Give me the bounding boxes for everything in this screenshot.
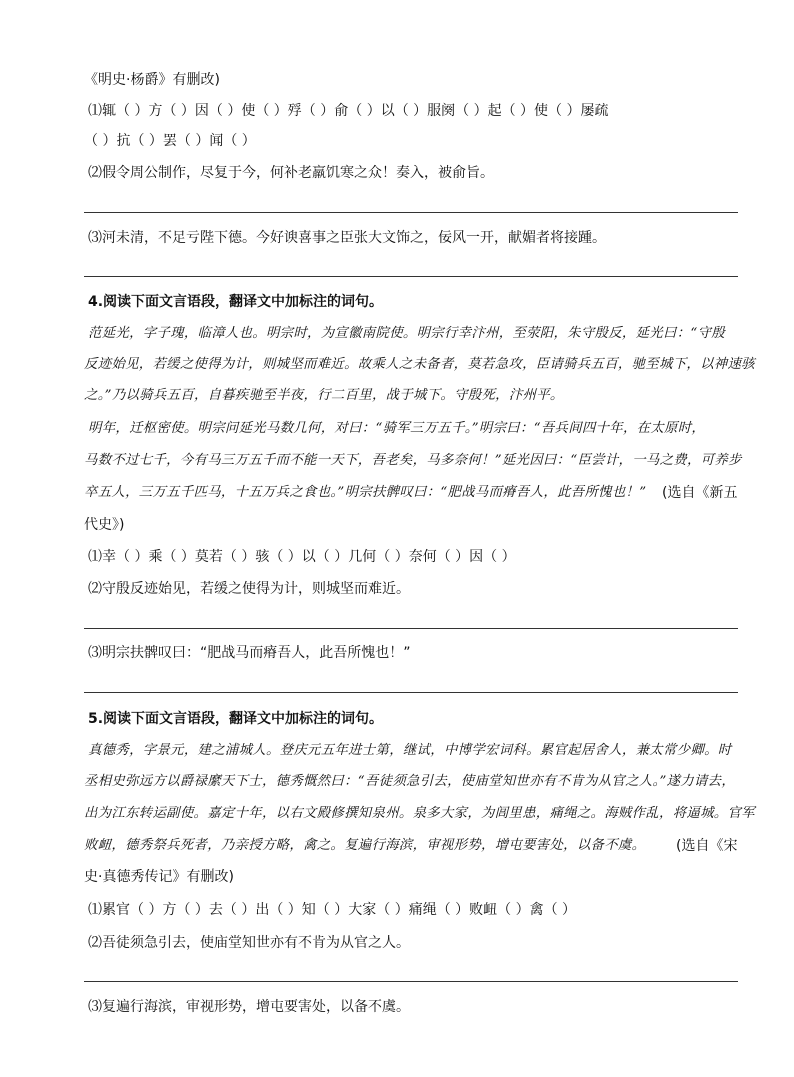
q4-source-cont: 代史》) [84,517,125,533]
answer-line[interactable] [84,276,738,277]
q4-source: (选自《新五 [662,485,738,501]
answer-line[interactable] [84,628,738,629]
q5-passage-line: 出为江东转运副使。嘉定十年，以右文殿修撰知泉州。泉多大家，为闾里患，痛绳之。海贼作乱，将逼城。官军 [84,806,755,821]
q5-part3: ⑶复遍行海滨，审视形势，增屯要害处，以备不虞。 [88,999,410,1015]
q4-part3: ⑶明宗扶髀叹曰：“肥战马而瘠吾人，此吾所愧也！” [88,645,411,661]
q5-source-cont: 史·真德秀传记》有删改) [84,869,234,885]
answer-line[interactable] [84,212,738,213]
q4-passage-line: 反迹始见，若缓之使得为计，则城坚而难近。故乘人之未备者，莫若急攻，臣请骑兵五百，驰至城下，以神速骇 [84,357,755,372]
q5-title: 5.阅读下面文言语段，翻译文中加标注的词句。 [88,711,384,727]
q5-passage-line: 丞相史弥远方以爵禄縻天下士，德秀慨然曰：“吾徒须急引去，使庙堂知世亦有不肯为从官之人。”遂力请去， [84,774,736,789]
q3-part2: ⑵假令周公制作，尽复于今，何补老羸饥寒之众！奏入，被俞旨。 [88,165,494,181]
q4-title: 4.阅读下面文言语段，翻译文中加标注的词句。 [88,294,384,310]
q5-source: (选自《宋 [676,838,738,854]
q5-passage-line: 真德秀，字景元，建之浦城人。登庆元五年进士第，继试，中博学宏词科。累官起居舍人，兼太常少卿。时 [88,743,732,758]
q3-part3: ⑶河未清，不足亏陛下德。今好谀喜事之臣张大文饰之，佞风一开，献媚者将接踵。 [88,230,606,246]
q4-passage-line: 范延光，字子瑰，临漳人也。明宗时，为宣徽南院使。明宗行幸汴州，至荥阳，朱守殷反，延光曰：“守殷 [88,326,725,341]
q4-passage-line: 马数不过七千，今有马三万五千而不能一天下，吾老矣，马多奈何！”延光因曰：“臣尝计，一马之费，可养步 [84,453,742,468]
q3-part1-line1: ⑴辄（ ）方（ ）因（ ）使（ ）殍（ ）俞（ ）以（ ）服阕（ ）起（ ）使（ ）屡疏 [88,103,609,119]
answer-line[interactable] [84,692,738,693]
q4-part2: ⑵守殷反迹始见，若缓之使得为计，则城坚而难近。 [88,581,410,597]
q4-passage-line: 明年，迁枢密使。明宗问延光马数几何，对曰：“骑军三万五千。”明宗曰：“吾兵间四十年，在太原时， [88,421,706,436]
q5-part1: ⑴累官（ ）方（ ）去（ ）出（ ）知（ ）大家（ ）痛绳（ ）败衄（ ）禽（ ） [88,902,577,918]
q5-part2: ⑵吾徒须急引去，使庙堂知世亦有不肯为从官之人。 [88,935,410,951]
q3-source: 《明史·杨爵》有删改) [84,72,220,88]
q4-passage-line: 之。”乃以骑兵五百，自暮疾驰至半夜，行二百里，战于城下。守殷死，汴州平。 [84,388,564,403]
q3-part1-line2: （ ）抗（ ）罢（ ）闻（ ） [84,133,256,149]
answer-line[interactable] [84,981,738,982]
q5-passage-line: 败衄，德秀祭兵死者，乃亲授方略，禽之。复遍行海滨，审视形势，增屯要害处，以备不虞。 [84,838,646,853]
q4-part1: ⑴幸（ ）乘（ ）莫若（ ）骇（ ）以（ ）几何（ ）奈何（ ）因（ ） [88,549,516,565]
q4-passage-line: 卒五人，三万五千匹马，十五万兵之食也。”明宗扶髀叹曰：“肥战马而瘠吾人，此吾所愧也！” [84,485,647,500]
